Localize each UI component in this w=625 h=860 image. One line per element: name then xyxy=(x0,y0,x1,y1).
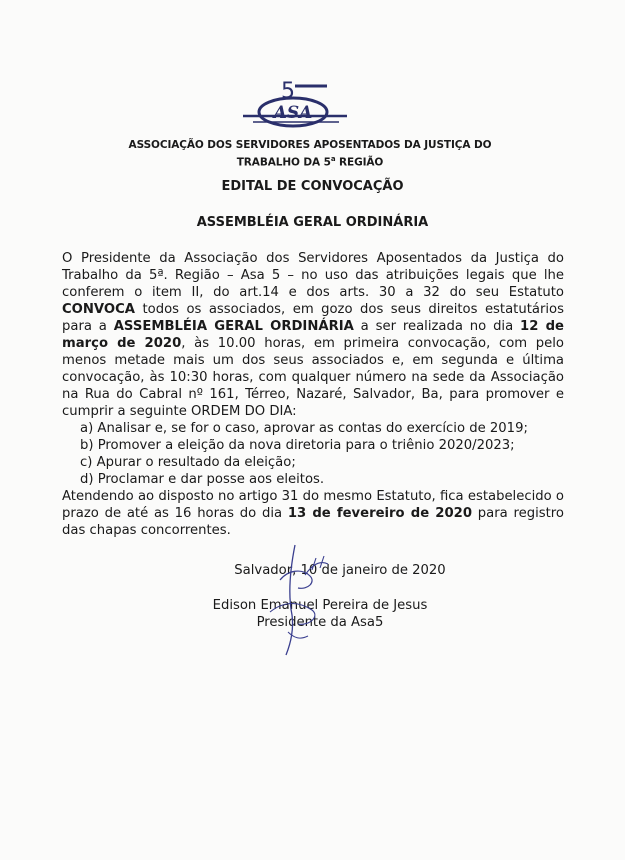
paragraph-deadline: Atendendo ao disposto no artigo 31 do mesmo Estatuto, fica estabelecido o prazo de até as 16 horas do dia 13 de fevereiro de 2020 para registro das chapas concorrentes. xyxy=(62,489,564,538)
agenda-item: d) Proclamar e dar posse aos eleitos. xyxy=(80,472,325,487)
assembly-title: ASSEMBLÉIA GERAL ORDINÁRIA xyxy=(196,215,429,230)
notice-body xyxy=(62,250,564,539)
paragraph-convocation: O Presidente da Associação dos Servidores Aposentados da Justiça do Trabalho da 5ª. Região – Asa 5 – no uso das atribuições legais que lhe conferem o item II, do art.14 e dos arts. 30 a 32 do seu Estatuto CONVOCA todos os associados, em gozo dos seus direitos estatutários para a ASSEMBLÉIA GERAL ORDINÁRIA a ser realizada no dia 12 de março de 2020, às 10.00 horas, em primeira convocação, com pelo menos metade mais um dos seus associados e, em segunda e última convocação, às 10:30 horas, com qualquer número na sede da Associação na Rua do Cabral nº 161, Térreo, Nazaré, Salvador, Ba, para promover e cumprir a seguinte ORDEM DO DIA: xyxy=(62,251,565,419)
signer-role: Presidente da Asa5 xyxy=(256,615,384,630)
organization-name xyxy=(100,138,520,170)
asa5-logo xyxy=(235,78,355,134)
edital-title: EDITAL DE CONVOCAÇÃO xyxy=(221,179,404,194)
agenda-item: c) Apurar o resultado da eleição; xyxy=(80,455,296,470)
logo-number: 5 xyxy=(281,79,295,104)
signer-name: Edison Emanuel Pereira de Jesus xyxy=(212,598,428,613)
logo-text: ASA xyxy=(273,103,313,123)
org-line-1: ASSOCIAÇÃO DOS SERVIDORES APOSENTADOS DA JUSTIÇA DO xyxy=(128,139,492,151)
agenda-list xyxy=(62,420,564,488)
agenda-item: a) Analisar e, se for o caso, aprovar as contas do exercício de 2019; xyxy=(80,421,528,436)
agenda-item: b) Promover a eleição da nova diretoria para o triênio 2020/2023; xyxy=(80,438,515,453)
place-date: Salvador, 10 de janeiro de 2020 xyxy=(234,563,446,578)
org-line-2: TRABALHO DA 5$^a$ REGIÃO xyxy=(236,155,384,169)
handwritten-signature xyxy=(250,540,340,660)
